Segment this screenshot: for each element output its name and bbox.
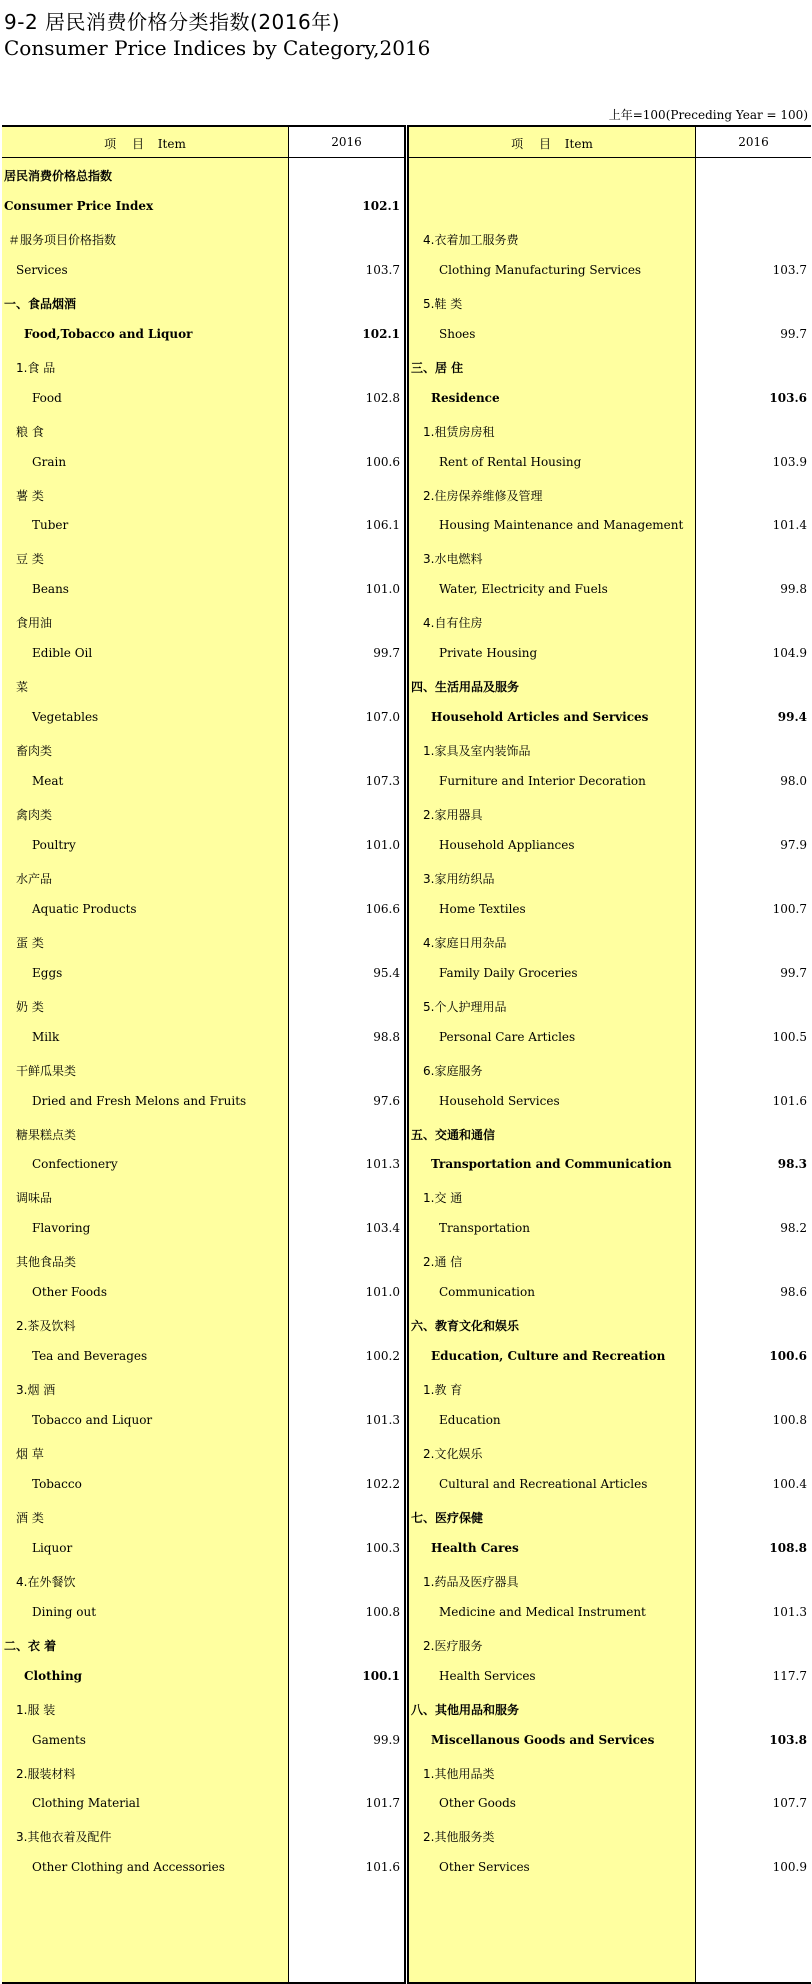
row-value: 103.9 <box>772 454 807 469</box>
table-row <box>2 958 404 990</box>
row-label: Household Articles and Services <box>431 710 649 725</box>
table-row <box>2 1309 404 1341</box>
table-row <box>409 1693 811 1725</box>
table-row <box>2 1118 404 1150</box>
table-row <box>2 990 404 1022</box>
row-value: 99.7 <box>780 326 807 341</box>
row-value: 100.8 <box>365 1604 400 1619</box>
row-label: 2.家用器具 <box>423 808 483 822</box>
table-row <box>409 1181 811 1213</box>
row-label: 一、食品烟酒 <box>4 296 77 311</box>
row-label: 2.通 信 <box>423 1255 463 1270</box>
table-row <box>2 1597 404 1629</box>
table-row <box>2 862 404 894</box>
table-row <box>409 958 811 990</box>
table-row <box>409 415 811 447</box>
table-row <box>2 1213 404 1245</box>
table-row <box>2 1181 404 1213</box>
row-value: 107.0 <box>365 710 400 725</box>
row-value: 101.0 <box>365 582 400 597</box>
table-divider <box>404 125 406 1984</box>
row-label: 2.医疗服务 <box>423 1638 483 1653</box>
row-label: 禽肉类 <box>16 808 53 822</box>
row-value: 102.1 <box>362 326 400 341</box>
row-label: Transportation and Communication <box>431 1157 672 1172</box>
table-row <box>2 1757 404 1789</box>
row-value: 100.5 <box>772 1029 807 1044</box>
header-item <box>409 135 695 152</box>
row-value: 102.2 <box>365 1476 400 1491</box>
row-value: 104.9 <box>772 646 807 661</box>
table-row <box>409 1533 811 1565</box>
table-row <box>409 1820 811 1852</box>
row-label: Medicine and Medical Instrument <box>439 1604 646 1619</box>
row-value: 98.2 <box>780 1221 807 1236</box>
row-label: Other Services <box>439 1860 530 1875</box>
row-label: Miscellanous Goods and Services <box>431 1732 655 1747</box>
row-label: Other Foods <box>32 1285 107 1300</box>
row-label: Beans <box>32 582 69 597</box>
row-label: Furniture and Interior Decoration <box>439 774 646 789</box>
table-row <box>2 1820 404 1852</box>
row-label: Personal Care Articles <box>439 1029 576 1044</box>
row-value: 99.4 <box>777 710 807 725</box>
row-label: 3.其他衣着及配件 <box>16 1830 112 1845</box>
row-label: 2.服装材料 <box>16 1766 76 1781</box>
row-value: 107.3 <box>365 774 400 789</box>
row-label: Tobacco and Liquor <box>32 1413 153 1428</box>
table-row <box>2 223 404 255</box>
row-label: 2.茶及饮料 <box>16 1319 76 1334</box>
row-label: 3.水电燃料 <box>423 552 483 567</box>
table-row <box>2 734 404 766</box>
table-row <box>409 1597 811 1629</box>
row-value: 100.9 <box>772 1860 807 1875</box>
table-row <box>409 734 811 766</box>
table-row <box>409 319 811 351</box>
table-row <box>2 1533 404 1565</box>
page-title-cn: 9-2 居民消费价格分类指数(2016年) <box>4 10 341 34</box>
table-row <box>2 415 404 447</box>
row-value: 101.7 <box>365 1796 400 1811</box>
row-value: 98.0 <box>780 774 807 789</box>
table-row <box>409 638 811 670</box>
right-table <box>407 125 811 1984</box>
row-label: 五、交通和通信 <box>411 1127 496 1142</box>
row-value: 100.4 <box>772 1476 807 1491</box>
table-row <box>409 1852 811 1884</box>
table-row <box>409 1213 811 1245</box>
row-label: Poultry <box>32 837 76 852</box>
table-row <box>409 990 811 1022</box>
table-row <box>2 287 404 319</box>
row-label: 4.衣着加工服务费 <box>423 232 519 247</box>
row-value: 100.6 <box>365 454 400 469</box>
row-value: 99.9 <box>373 1732 400 1747</box>
table-row <box>2 670 404 702</box>
row-label: 1.家具及室内装饰品 <box>423 744 531 759</box>
row-label: Family Daily Groceries <box>439 965 578 980</box>
table-row <box>2 1245 404 1277</box>
row-value: 103.8 <box>769 1732 807 1747</box>
table-row <box>409 1149 811 1181</box>
row-value: 100.8 <box>772 1413 807 1428</box>
row-label: Flavoring <box>32 1221 91 1236</box>
table-row <box>2 255 404 287</box>
table-row <box>409 191 811 223</box>
row-label: 调味品 <box>16 1191 53 1206</box>
table-row <box>409 1245 811 1277</box>
table-row <box>409 1309 811 1341</box>
table-row <box>409 926 811 958</box>
row-label: Other Goods <box>439 1796 516 1811</box>
table-row <box>2 638 404 670</box>
table-row <box>2 702 404 734</box>
row-label: 二、衣 着 <box>4 1638 57 1653</box>
row-value: 95.4 <box>373 965 400 980</box>
table-row <box>409 670 811 702</box>
row-label: Tobacco <box>32 1476 82 1491</box>
table-row <box>2 1629 404 1661</box>
row-label: Housing Maintenance and Management <box>439 518 684 533</box>
table-row <box>2 510 404 542</box>
table-row <box>2 798 404 830</box>
row-value: 99.7 <box>373 646 400 661</box>
table-row <box>2 1086 404 1118</box>
table-row <box>2 574 404 606</box>
row-label: Consumer Price Index <box>4 198 154 213</box>
header-item-en: Item <box>564 137 593 151</box>
row-label: Other Clothing and Accessories <box>32 1860 225 1875</box>
row-label: Private Housing <box>439 646 538 661</box>
table-row <box>409 447 811 479</box>
row-label: Grain <box>32 454 67 469</box>
table-row <box>2 1022 404 1054</box>
table-row <box>2 1852 404 1884</box>
row-label: Household Appliances <box>439 837 575 852</box>
table-row <box>2 1501 404 1533</box>
row-value: 108.8 <box>769 1540 807 1555</box>
table-row <box>409 1788 811 1820</box>
row-value: 101.4 <box>772 518 807 533</box>
row-label: 6.家庭服务 <box>423 1063 483 1078</box>
table-row <box>2 1277 404 1309</box>
row-value: 103.4 <box>365 1221 400 1236</box>
header-year: 2016 <box>738 135 769 149</box>
row-value: 103.7 <box>772 262 807 277</box>
row-label: Clothing Material <box>32 1796 140 1811</box>
row-label: Household Services <box>439 1093 560 1108</box>
unit-note: 上年=100(Preceding Year = 100) <box>608 108 808 122</box>
header-item-en: Item <box>157 137 186 151</box>
row-label: 八、其他用品和服务 <box>411 1702 520 1717</box>
row-value: 117.7 <box>772 1668 807 1683</box>
table-row <box>409 1565 811 1597</box>
row-label: 1.教 育 <box>423 1383 463 1398</box>
row-value: 98.3 <box>777 1157 807 1172</box>
row-label: 1.食 品 <box>16 360 56 375</box>
row-value: 101.6 <box>772 1093 807 1108</box>
table-row <box>409 830 811 862</box>
row-label: Food <box>32 390 62 405</box>
row-value: 99.7 <box>780 965 807 980</box>
row-label: 3.烟 酒 <box>16 1383 56 1398</box>
header-divider <box>2 157 404 158</box>
row-label: Residence <box>431 390 500 405</box>
table-row <box>409 1405 811 1437</box>
table-row <box>2 1661 404 1693</box>
row-label: 1.其他用品类 <box>423 1766 495 1781</box>
row-label: Cultural and Recreational Articles <box>439 1476 648 1491</box>
table-row <box>409 1341 811 1373</box>
row-label: Water, Electricity and Fuels <box>439 582 608 597</box>
row-label: Health Cares <box>431 1540 519 1555</box>
row-label: 水产品 <box>16 871 53 886</box>
row-label: Liquor <box>32 1540 73 1555</box>
row-label: 4.在外餐饮 <box>16 1574 76 1589</box>
row-label: 食用油 <box>16 616 53 631</box>
row-label: Food,Tobacco and Liquor <box>24 326 193 341</box>
header-divider <box>409 157 811 158</box>
row-label: 酒 类 <box>16 1510 44 1525</box>
row-label: 1.交 通 <box>423 1191 463 1206</box>
table-row <box>409 287 811 319</box>
row-value: 106.6 <box>365 901 400 916</box>
row-label: 薯 类 <box>16 488 44 503</box>
table-row <box>409 702 811 734</box>
table-row <box>2 894 404 926</box>
table-row <box>2 319 404 351</box>
table-row <box>2 606 404 638</box>
row-value: 102.8 <box>365 390 400 405</box>
row-label: Vegetables <box>32 710 99 725</box>
row-label: Home Textiles <box>439 901 526 916</box>
table-row <box>409 223 811 255</box>
table-row <box>2 479 404 511</box>
row-value: 98.6 <box>780 1285 807 1300</box>
table-row <box>409 606 811 638</box>
row-label: Edible Oil <box>32 646 93 661</box>
row-value: 103.7 <box>365 262 400 277</box>
row-label: Services <box>16 262 68 277</box>
row-label: 5.鞋 类 <box>423 296 463 311</box>
row-label: Confectionery <box>32 1157 118 1172</box>
row-label: 1.药品及医疗器具 <box>423 1574 519 1589</box>
table-row <box>409 798 811 830</box>
row-value: 102.1 <box>362 198 400 213</box>
table-row <box>409 1022 811 1054</box>
table-row <box>2 1788 404 1820</box>
row-label: Communication <box>439 1285 535 1300</box>
table-row <box>409 862 811 894</box>
row-label: Education, Culture and Recreation <box>431 1349 666 1364</box>
row-label: Aquatic Products <box>32 901 137 916</box>
row-value: 100.7 <box>772 901 807 916</box>
table-row <box>409 1501 811 1533</box>
row-value: 101.3 <box>365 1157 400 1172</box>
row-label: 干鲜瓜果类 <box>16 1063 77 1078</box>
row-value: 106.1 <box>365 518 400 533</box>
row-label: Tuber <box>32 518 69 533</box>
table-row <box>2 542 404 574</box>
row-label: 4.自有住房 <box>423 616 483 631</box>
row-value: 98.8 <box>373 1029 400 1044</box>
table-row <box>2 830 404 862</box>
table-row <box>409 1373 811 1405</box>
table-row <box>2 1373 404 1405</box>
row-value: 101.0 <box>365 837 400 852</box>
left-table <box>2 125 404 1984</box>
table-row <box>2 926 404 958</box>
row-label: 畜肉类 <box>16 744 53 759</box>
table-row <box>409 383 811 415</box>
row-value: 100.2 <box>365 1349 400 1364</box>
row-label: Dried and Fresh Melons and Fruits <box>32 1093 247 1108</box>
row-label: Health Services <box>439 1668 536 1683</box>
row-label: Rent of Rental Housing <box>439 454 582 469</box>
table-row <box>409 1054 811 1086</box>
table-row <box>409 1118 811 1150</box>
row-label: Clothing <box>24 1668 83 1683</box>
header-item-cn: 项 目 <box>511 137 557 151</box>
row-label: 其他食品类 <box>16 1255 77 1270</box>
row-value: 97.6 <box>373 1093 400 1108</box>
row-label: 七、医疗保健 <box>411 1510 484 1525</box>
row-label: 四、生活用品及服务 <box>411 680 520 695</box>
row-value: 103.6 <box>769 390 807 405</box>
table-row <box>409 574 811 606</box>
table-row <box>409 1661 811 1693</box>
table-row <box>409 1469 811 1501</box>
row-label: 奶 类 <box>16 999 44 1014</box>
row-label: 3.家用纺织品 <box>423 871 495 886</box>
table-row <box>2 383 404 415</box>
table-row <box>2 1054 404 1086</box>
table-row <box>2 1565 404 1597</box>
header-item-cn: 项 目 <box>104 137 150 151</box>
table-row <box>2 1725 404 1757</box>
row-label: 1.租赁房房租 <box>423 424 495 439</box>
row-label: Education <box>439 1413 501 1428</box>
table-row <box>409 1757 811 1789</box>
row-label: ＃服务项目价格指数 <box>8 232 117 247</box>
table-row <box>2 1469 404 1501</box>
row-label: 三、居 住 <box>411 360 464 375</box>
page-title-en: Consumer Price Indices by Category,2016 <box>4 36 431 60</box>
row-label: Eggs <box>32 965 63 980</box>
table-row <box>2 159 404 191</box>
row-label: 糖果糕点类 <box>16 1127 77 1142</box>
row-value: 100.1 <box>362 1668 400 1683</box>
table-row <box>409 1086 811 1118</box>
row-label: 豆 类 <box>16 552 44 567</box>
row-label: Clothing Manufacturing Services <box>439 262 642 277</box>
row-value: 100.6 <box>769 1349 807 1364</box>
row-label: Tea and Beverages <box>32 1349 148 1364</box>
header-item <box>2 135 288 152</box>
row-label: 粮 食 <box>16 424 44 439</box>
table-row <box>2 447 404 479</box>
table-row <box>409 1277 811 1309</box>
row-value: 101.0 <box>365 1285 400 1300</box>
table-row <box>2 191 404 223</box>
row-label: 4.家庭日用杂品 <box>423 935 507 950</box>
table-row <box>409 1437 811 1469</box>
row-value: 101.3 <box>365 1413 400 1428</box>
row-label: 2.文化娱乐 <box>423 1447 483 1461</box>
table-row <box>2 1149 404 1181</box>
table-row <box>2 1405 404 1437</box>
table-row <box>409 510 811 542</box>
table-row <box>409 351 811 383</box>
row-value: 100.3 <box>365 1540 400 1555</box>
table-row <box>409 479 811 511</box>
table-row <box>2 1693 404 1725</box>
row-label: Shoes <box>439 326 476 341</box>
row-label: Dining out <box>32 1604 97 1619</box>
row-label: 居民消费价格总指数 <box>4 169 113 183</box>
row-label: 六、教育文化和娱乐 <box>411 1319 520 1334</box>
table-row <box>2 1341 404 1373</box>
table-row <box>409 766 811 798</box>
row-label: 菜 <box>16 680 29 695</box>
row-label: 2.其他服务类 <box>423 1830 495 1845</box>
table-row <box>2 351 404 383</box>
table-row <box>409 255 811 287</box>
row-value: 101.3 <box>772 1604 807 1619</box>
row-label: Milk <box>32 1029 60 1044</box>
row-value: 99.8 <box>780 582 807 597</box>
row-label: 烟 草 <box>16 1447 44 1461</box>
row-label: 2.住房保养维修及管理 <box>423 488 543 503</box>
table-row <box>409 1725 811 1757</box>
row-label: 5.个人护理用品 <box>423 999 507 1014</box>
row-value: 97.9 <box>780 837 807 852</box>
row-value: 101.6 <box>365 1860 400 1875</box>
table-row <box>409 894 811 926</box>
row-label: 蛋 类 <box>16 935 44 950</box>
table-row <box>409 542 811 574</box>
row-label: Meat <box>32 774 64 789</box>
table-row <box>409 159 811 191</box>
row-label: Transportation <box>439 1221 531 1236</box>
table-row <box>2 766 404 798</box>
row-label: Gaments <box>32 1732 86 1747</box>
row-value: 107.7 <box>772 1796 807 1811</box>
table-row <box>409 1629 811 1661</box>
header-year: 2016 <box>331 135 362 149</box>
row-label: 1.服 装 <box>16 1702 56 1717</box>
table-row <box>2 1437 404 1469</box>
